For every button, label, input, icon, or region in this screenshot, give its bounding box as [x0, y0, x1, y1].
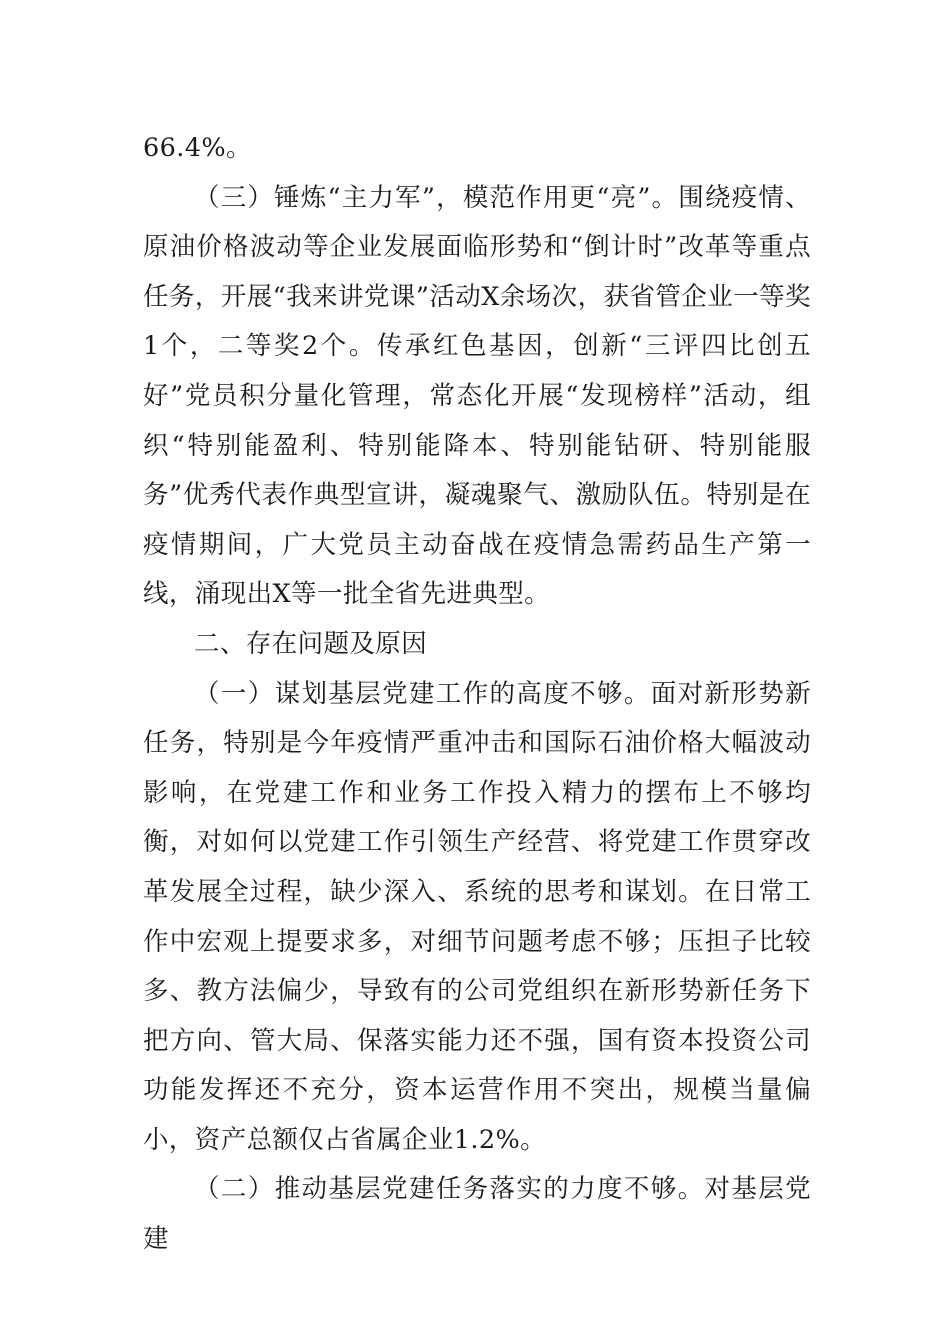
paragraph-problem-one: （一）谋划基层党建工作的高度不够。面对新形势新任务，特别是今年疫情严重冲击和国际石油价格大幅波动影响，在党建工作和业务工作投入精力的摆布上不够均衡，对如何以党建工作引领生产经营、将党建工作贯穿改革发展全过程，缺少深入、系统的思考和谋划。在日常工作中宏观上提要求多，对细节问题考虑不够；压担子比较多、教方法偏少，导致有的公司党组织在新形势新任务下把方向、管大局、保落实能力还不强，国有资本投资公司功能发挥还不充分，资本运营作用不突出，规模当量偏小，资产总额仅占省属企业1.2%。 [143, 678, 811, 1155]
section-heading-problems: 二、存在问题及原因 [194, 628, 428, 659]
paragraph-continuation: 66.4%。 [143, 133, 252, 163]
paragraph-section-three: （三）锤炼“主力军”，模范作用更“亮”。围绕疫情、原油价格波动等企业发展面临形势和“倒计时”改革等重点任务，开展“我来讲党课”活动X余场次，获省管企业一等奖1个，二等奖2个。传承红色基因，创新“三评四比创五好”党员积分量化管理，常态化开展“发现榜样”活动，组织“特别能盈利、特别能降本、特别能钻研、特别能服务”优秀代表作典型宣讲，凝魂聚气、激励队伍。特别是在疫情期间，广大党员主动奋战在疫情急需药品生产第一线，涌现出X等一批全省先进典型。 [143, 182, 811, 610]
document-body [143, 124, 811, 1265]
paragraph-problem-two: （二）推动基层党建任务落实的力度不够。对基层党建 [143, 1174, 811, 1255]
